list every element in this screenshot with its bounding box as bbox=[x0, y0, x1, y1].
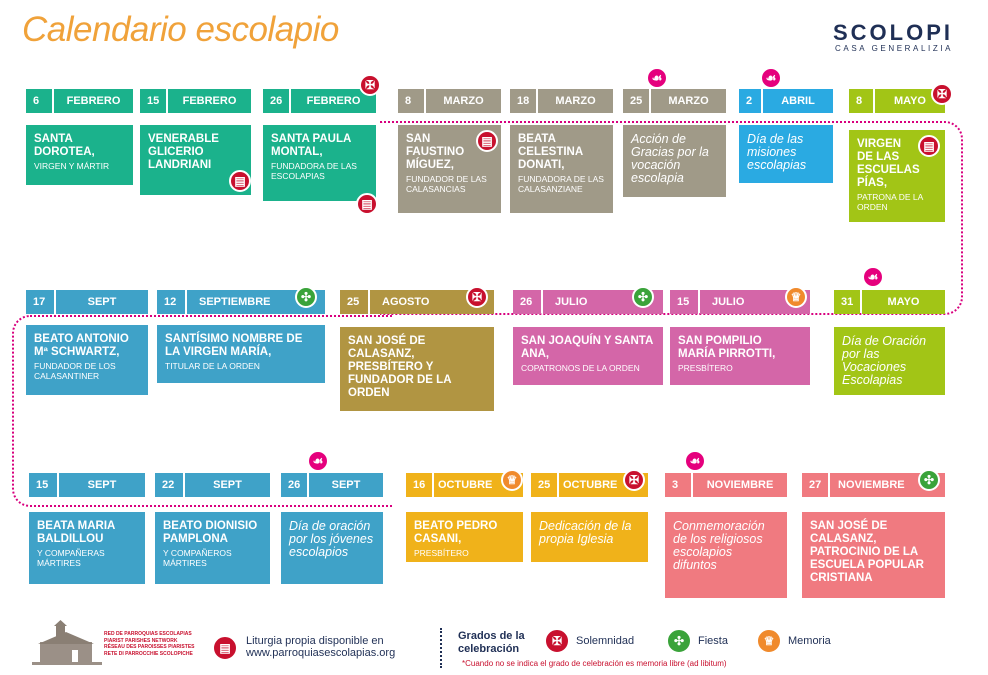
date-header: 25 MARZO bbox=[623, 89, 726, 113]
solemnidad-icon: ✠ bbox=[359, 74, 381, 96]
calendar-entry bbox=[155, 512, 270, 584]
scolopi-logo: SCOLOPI bbox=[833, 20, 954, 45]
entry-name: VIRGEN DE LAS ESCUELAS PÍAS, bbox=[857, 138, 920, 189]
network-names bbox=[104, 631, 194, 657]
calendar-entry bbox=[802, 512, 945, 598]
entry-name: SAN JOSÉ DE CALASANZ, PATROCINIO DE LA ESCUELA POPULAR CRISTIANA bbox=[810, 520, 924, 584]
praying-hands-icon: ☙ bbox=[862, 266, 884, 288]
network-name: PIARIST PARISHES NETWORK bbox=[104, 637, 178, 644]
entry-name: SAN JOSÉ DE CALASANZ, PRESBÍTERO Y FUNDADOR DE LA ORDEN bbox=[348, 335, 452, 399]
calendar-entry bbox=[531, 512, 648, 562]
page-title: Calendario escolapio bbox=[22, 10, 339, 49]
entry-name: SAN JOAQUÍN Y SANTA ANA, bbox=[521, 335, 653, 360]
fiesta-icon: ✣ bbox=[918, 469, 940, 491]
fiesta-icon: ✣ bbox=[632, 286, 654, 308]
fiesta-icon: ✣ bbox=[666, 628, 692, 654]
legend-fiesta: Fiesta bbox=[698, 635, 728, 647]
entry-subtitle: FUNDADOR DE LOS CALASANTINER bbox=[34, 361, 116, 381]
entry-subtitle: VIRGEN Y MÁRTIR bbox=[34, 161, 110, 171]
date-header: 22 SEPT bbox=[155, 473, 270, 497]
footnote: *Cuando no se indica el grado de celebración es memoria libre (ad libitum) bbox=[462, 659, 727, 668]
scolopi-logo-subtitle: CASA GENERALIZIA bbox=[835, 44, 954, 53]
entry-subtitle: PRESBÍTERO bbox=[678, 363, 733, 373]
calendar-entry bbox=[739, 125, 833, 183]
entry-name: BEATO PEDRO CASANI, bbox=[414, 520, 498, 545]
date-header: 8 MARZO bbox=[398, 89, 501, 113]
calendar-entry bbox=[513, 327, 663, 385]
network-name: RETE DI PARROCCHIE SCOLOPICHE bbox=[104, 650, 193, 657]
book-icon: ▤ bbox=[212, 635, 238, 661]
entry-name: Día de las misiones escolapias bbox=[747, 132, 807, 172]
memoria-icon: ♕ bbox=[501, 469, 523, 491]
date-header: 25 AGOSTO bbox=[340, 290, 494, 314]
book-icon: ▤ bbox=[229, 170, 251, 192]
entry-name: BEATO ANTONIO Mª SCHWARTZ, bbox=[34, 333, 129, 358]
calendar-entry bbox=[406, 512, 523, 562]
calendar-entry bbox=[834, 327, 945, 395]
date-header: 8 MAYO bbox=[849, 89, 945, 113]
date-header: 26 JULIO bbox=[513, 290, 663, 314]
calendar-entry bbox=[29, 512, 145, 584]
calendar-entry bbox=[26, 125, 133, 185]
entry-name: VENERABLE GLICERIO LANDRIANI bbox=[148, 133, 219, 171]
date-header: 27 NOVIEMBRE bbox=[802, 473, 945, 497]
date-header: 15 JULIO bbox=[670, 290, 810, 314]
praying-hands-icon: ☙ bbox=[307, 450, 329, 472]
book-icon: ▤ bbox=[356, 193, 378, 215]
entry-name: SANTA PAULA MONTAL, bbox=[271, 133, 351, 158]
date-header: 26 FEBRERO bbox=[263, 89, 376, 113]
calendar-entry bbox=[623, 125, 726, 197]
entry-name: SAN POMPILIO MARÍA PIRROTTI, bbox=[678, 335, 776, 360]
network-name: RÉSEAU DES PAROISSES PIARISTES bbox=[104, 644, 195, 650]
calendar-entry bbox=[157, 325, 325, 383]
calendar-entry bbox=[263, 125, 376, 201]
date-header: 6 FEBRERO bbox=[26, 89, 133, 113]
solemnidad-icon: ✠ bbox=[466, 286, 488, 308]
calendar-entry bbox=[510, 125, 613, 213]
entry-name: SANTÍSIMO NOMBRE DE LA VIRGEN MARÍA, bbox=[165, 333, 303, 358]
liturgy-text bbox=[246, 635, 395, 659]
legend-solemnidad: Solemnidad bbox=[576, 635, 635, 647]
calendar-entry bbox=[281, 512, 383, 584]
date-header: 31 MAYO bbox=[834, 290, 945, 314]
entry-subtitle: FUNDADORA DE LAS CALASANZIANE bbox=[518, 174, 604, 194]
praying-hands-icon: ☙ bbox=[684, 450, 706, 472]
date-header: 17 SEPT bbox=[26, 290, 148, 314]
solemnidad-icon: ✠ bbox=[931, 83, 953, 105]
entry-subtitle: PATRONA DE LA ORDEN bbox=[857, 192, 923, 212]
date-header: 2 ABRIL bbox=[739, 89, 833, 113]
date-header: 25 OCTUBRE bbox=[531, 473, 648, 497]
date-header: 18 MARZO bbox=[510, 89, 613, 113]
entry-name: BEATO DIONISIO PAMPLONA bbox=[163, 520, 258, 545]
praying-hands-icon: ☙ bbox=[760, 67, 782, 89]
solemnidad-icon: ✠ bbox=[623, 469, 645, 491]
date-header: 12 SEPTIEMBRE bbox=[157, 290, 325, 314]
calendar-entry bbox=[670, 327, 810, 385]
entry-name: Día de Oración por las Vocaciones Escolapias bbox=[842, 334, 927, 387]
date-header: 26 SEPT bbox=[281, 473, 383, 497]
solemnidad-icon: ✠ bbox=[544, 628, 570, 654]
praying-hands-icon: ☙ bbox=[646, 67, 668, 89]
liturgy-link[interactable]: www.parroquiasescolapias.org bbox=[246, 647, 396, 659]
date-header: 16 OCTUBRE bbox=[406, 473, 523, 497]
grados-heading bbox=[458, 630, 525, 656]
legend-memoria: Memoria bbox=[788, 635, 831, 647]
book-icon: ▤ bbox=[476, 130, 498, 152]
entry-subtitle: COPATRONOS DE LA ORDEN bbox=[521, 363, 640, 373]
calendar-entry bbox=[26, 325, 148, 395]
entry-name: BEATA MARIA BALDILLOU bbox=[37, 520, 115, 545]
entry-subtitle: Y COMPAÑERAS MÁRTIRES bbox=[37, 548, 105, 568]
book-icon: ▤ bbox=[918, 135, 940, 157]
entry-subtitle: FUNDADOR DE LAS CALASANCIAS bbox=[406, 174, 487, 194]
entry-name: BEATA CELESTINA DONATI, bbox=[518, 133, 583, 171]
date-header: 3 NOVIEMBRE bbox=[665, 473, 787, 497]
entry-name: Dedicación de la propia Iglesia bbox=[539, 519, 632, 546]
church-logo bbox=[32, 620, 102, 666]
entry-name: Acción de Gracias por la vocación escolapia bbox=[631, 132, 709, 185]
calendar-entry bbox=[340, 327, 494, 411]
memoria-icon: ♕ bbox=[756, 628, 782, 654]
date-header: 15 SEPT bbox=[29, 473, 145, 497]
entry-subtitle: TITULAR DE LA ORDEN bbox=[165, 361, 260, 371]
date-header: 15 FEBRERO bbox=[140, 89, 251, 113]
entry-subtitle: Y COMPAÑEROS MÁRTIRES bbox=[163, 548, 232, 568]
entry-name: Conmemoración de los religiosos escolapios difuntos bbox=[673, 519, 765, 572]
fiesta-icon: ✣ bbox=[295, 286, 317, 308]
grados-line2: celebración bbox=[458, 643, 520, 655]
liturgy-line1: Liturgia propia disponible en bbox=[246, 635, 384, 647]
entry-subtitle: FUNDADORA DE LAS ESCOLAPIAS bbox=[271, 161, 357, 181]
entry-subtitle: PRESBÍTERO bbox=[414, 548, 469, 558]
memoria-icon: ♕ bbox=[785, 286, 807, 308]
entry-name: SAN FAUSTINO MÍGUEZ, bbox=[406, 133, 465, 171]
footer-divider bbox=[440, 628, 442, 668]
grados-line1: Grados de la bbox=[458, 630, 525, 642]
calendar-entry bbox=[665, 512, 787, 598]
network-name: RED DE PARROQUIAS ESCOLAPIAS bbox=[104, 631, 192, 637]
entry-name: Día de oración por los jóvenes escolapios bbox=[289, 519, 374, 559]
entry-name: SANTA DOROTEA, bbox=[34, 133, 95, 158]
